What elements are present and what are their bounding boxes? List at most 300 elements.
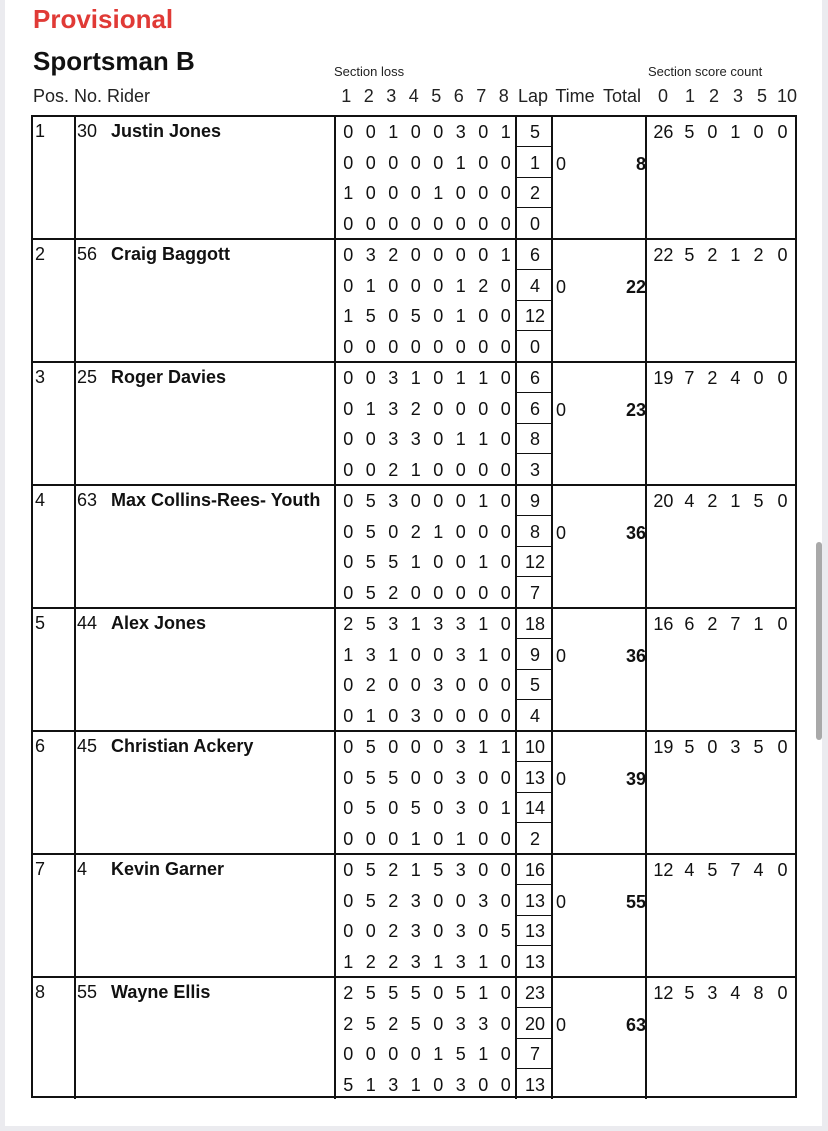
section-loss: 0 [478, 152, 489, 173]
score-count: 19 [653, 368, 674, 388]
lap-total: 23 [517, 978, 553, 1008]
section-loss: 0 [343, 275, 354, 296]
section-loss: 0 [410, 183, 421, 203]
lap-section-row [337, 1039, 517, 1069]
section-header: 3 [386, 86, 397, 106]
section-loss: 2 [365, 951, 376, 972]
section-loss: 0 [388, 275, 399, 296]
section-header: 1 [341, 86, 352, 106]
lap-total: 14 [517, 793, 553, 823]
rider-name: Justin Jones [111, 121, 222, 141]
section-loss: 2 [343, 983, 354, 1003]
section-loss: 0 [343, 675, 354, 695]
score-counts [649, 486, 795, 516]
section-loss: 0 [410, 336, 421, 357]
section-loss: 0 [455, 521, 466, 542]
section-loss: 0 [365, 921, 376, 941]
section-loss: 0 [388, 152, 399, 173]
total-header: Total [602, 86, 642, 106]
section-loss: 3 [388, 1074, 399, 1095]
section-loss: 0 [455, 552, 466, 572]
section-loss: 5 [410, 1013, 421, 1034]
section-loss: 0 [500, 828, 511, 849]
class-title: Sportsman B [33, 46, 195, 76]
score-value-header: 3 [732, 86, 743, 106]
rider-total: 36 [625, 523, 646, 543]
section-score-count-label: Section score count [648, 64, 763, 79]
lap-total: 9 [517, 640, 553, 670]
section-loss: 5 [410, 798, 421, 818]
section-loss: 3 [455, 767, 466, 788]
section-loss: 3 [388, 491, 399, 511]
section-loss: 0 [365, 213, 376, 234]
lap-section-row [337, 578, 517, 608]
lap-section-row [337, 363, 517, 393]
section-loss: 0 [455, 705, 466, 726]
section-loss: 0 [388, 336, 399, 357]
score-count: 2 [753, 245, 764, 265]
lap-section-row [337, 701, 517, 731]
section-loss: 0 [500, 1044, 511, 1064]
section-loss: 0 [433, 983, 444, 1003]
section-loss: 0 [433, 737, 444, 757]
section-loss: 0 [343, 921, 354, 941]
section-header: 4 [408, 86, 419, 106]
section-loss: 1 [455, 828, 466, 849]
rider-total: 63 [625, 1015, 646, 1035]
section-loss: 1 [500, 245, 511, 265]
rider-number: 45 [77, 736, 98, 756]
rider-number: 4 [77, 859, 88, 879]
section-loss: 1 [433, 951, 444, 972]
lap-section-row [337, 640, 517, 670]
score-count: 4 [730, 368, 741, 388]
section-loss: 3 [455, 1074, 466, 1095]
section-loss: 0 [478, 675, 489, 695]
section-loss: 0 [500, 675, 511, 695]
section-loss: 0 [433, 1013, 444, 1034]
column-divider [74, 486, 76, 607]
score-count: 7 [730, 614, 741, 634]
section-loss: 1 [455, 275, 466, 296]
section-header: 8 [498, 86, 509, 106]
lap-total: 0 [529, 336, 540, 357]
section-loss: 0 [433, 152, 444, 173]
rider-block [33, 240, 795, 363]
score-counts [649, 978, 795, 1008]
section-loss: 1 [433, 1044, 444, 1064]
section-loss: 0 [365, 459, 376, 480]
section-loss: 0 [433, 798, 444, 818]
section-loss: 3 [410, 951, 421, 972]
score-count: 5 [684, 122, 695, 142]
section-loss: 5 [343, 1074, 354, 1095]
score-count: 5 [684, 983, 695, 1003]
lap-section-row [337, 424, 517, 454]
section-loss: 5 [365, 860, 376, 880]
section-loss: 0 [478, 860, 489, 880]
column-divider [334, 609, 336, 730]
section-loss: 5 [433, 860, 444, 880]
section-header: 7 [476, 86, 487, 106]
column-divider [74, 855, 76, 976]
section-loss: 0 [365, 336, 376, 357]
score-count: 0 [777, 983, 788, 1003]
section-loss: 1 [433, 521, 444, 542]
score-count: 5 [753, 737, 764, 757]
lap-section-row [337, 1009, 517, 1039]
section-loss: 0 [365, 828, 376, 849]
results-table [31, 115, 797, 1098]
score-count: 0 [777, 860, 788, 880]
score-count: 16 [653, 614, 674, 634]
column-divider [334, 732, 336, 853]
lap-section-row [337, 916, 517, 946]
section-loss: 1 [365, 275, 376, 296]
score-count: 0 [753, 122, 764, 142]
section-loss: 0 [343, 152, 354, 173]
section-loss: 5 [365, 798, 376, 818]
rider-total: 55 [625, 892, 646, 912]
rider-name: Kevin Garner [111, 859, 225, 879]
section-loss: 0 [410, 491, 421, 511]
section-loss: 1 [365, 398, 376, 419]
section-loss: 1 [343, 306, 354, 326]
rider-total: 36 [625, 646, 646, 666]
section-header: 2 [363, 86, 374, 106]
lap-total: 5 [517, 670, 553, 700]
section-loss: 0 [410, 582, 421, 603]
section-loss: 0 [343, 491, 354, 511]
lap-total: 2 [529, 828, 540, 849]
lap-total: 6 [517, 363, 553, 393]
section-loss: 1 [478, 491, 489, 511]
section-loss: 1 [478, 737, 489, 757]
lap-total: 20 [517, 1009, 553, 1039]
score-count: 0 [777, 614, 788, 634]
section-loss: 0 [500, 983, 511, 1003]
score-count: 2 [707, 368, 718, 388]
rider-number: 30 [77, 121, 98, 141]
section-loss: 0 [343, 860, 354, 880]
section-loss: 0 [478, 828, 489, 849]
section-loss: 0 [455, 213, 466, 234]
section-loss: 0 [343, 398, 354, 419]
section-loss: 0 [500, 429, 511, 449]
section-loss: 0 [433, 552, 444, 572]
score-counts [649, 117, 795, 147]
score-count: 2 [707, 491, 718, 511]
section-loss: 1 [478, 644, 489, 665]
lap-total: 18 [517, 609, 553, 639]
section-loss: 0 [343, 122, 354, 142]
lap-section-row [337, 394, 517, 424]
rider-total: 8 [635, 154, 646, 174]
lap-section-row [337, 855, 517, 885]
section-loss: 5 [365, 306, 376, 326]
bottom-margin [0, 1126, 828, 1131]
score-counts [649, 855, 795, 885]
rider-number: 56 [77, 244, 98, 264]
score-count: 7 [684, 368, 695, 388]
section-loss: 1 [343, 183, 354, 203]
score-counts [649, 609, 795, 639]
lap-total: 13 [524, 951, 546, 972]
section-loss: 2 [388, 921, 399, 941]
section-loss: 0 [410, 675, 421, 695]
section-loss: 3 [478, 1013, 489, 1034]
rider-block [33, 117, 795, 240]
rider-name: Christian Ackery [111, 736, 254, 756]
section-loss: 0 [433, 767, 444, 788]
section-loss: 0 [500, 552, 511, 572]
section-loss: 1 [410, 368, 421, 388]
section-loss-label: Section loss [334, 64, 405, 79]
section-loss: 0 [343, 582, 354, 603]
rider-time: 0 [556, 277, 567, 297]
lap-total: 7 [529, 582, 540, 603]
column-divider [74, 240, 76, 361]
lap-section-row [337, 148, 517, 178]
section-loss: 2 [478, 275, 489, 296]
section-loss: 0 [410, 213, 421, 234]
lap-section-row [337, 117, 517, 147]
section-loss: 5 [410, 306, 421, 326]
section-loss: 0 [433, 336, 444, 357]
section-loss: 0 [433, 890, 444, 911]
section-loss: 0 [455, 336, 466, 357]
section-loss: 0 [455, 675, 466, 695]
column-divider [74, 978, 76, 1099]
section-loss: 0 [388, 1044, 399, 1064]
section-loss: 2 [388, 459, 399, 480]
lap-section-row [337, 240, 517, 270]
column-divider [334, 363, 336, 484]
column-divider [74, 363, 76, 484]
section-loss: 1 [455, 152, 466, 173]
lap-total: 0 [529, 213, 540, 234]
section-loss: 0 [500, 183, 511, 203]
section-loss: 1 [500, 737, 511, 757]
section-loss: 0 [410, 1044, 421, 1064]
section-loss: 2 [365, 675, 376, 695]
rider-block [33, 732, 795, 855]
score-count: 2 [707, 614, 718, 634]
section-loss: 0 [455, 890, 466, 911]
lap-total: 13 [517, 763, 553, 793]
lap-section-row [337, 517, 517, 547]
rider-number: 63 [77, 490, 98, 510]
section-loss: 3 [455, 614, 466, 634]
section-loss: 3 [455, 644, 466, 665]
section-loss: 0 [478, 582, 489, 603]
section-loss: 5 [365, 614, 376, 634]
section-loss: 1 [410, 614, 421, 634]
section-loss: 0 [433, 921, 444, 941]
score-value-header: 0 [657, 86, 668, 106]
score-count: 5 [684, 737, 695, 757]
vertical-scrollbar[interactable] [816, 542, 822, 740]
section-loss: 2 [343, 1013, 354, 1034]
section-loss: 1 [478, 1044, 489, 1064]
section-loss: 0 [433, 213, 444, 234]
lap-section-row [337, 1070, 517, 1100]
section-loss: 0 [410, 122, 421, 142]
section-loss: 1 [433, 183, 444, 203]
section-loss: 0 [433, 368, 444, 388]
section-loss: 0 [365, 122, 376, 142]
section-loss: 3 [455, 951, 466, 972]
section-loss: 2 [410, 398, 421, 419]
lap-section-row [337, 271, 517, 301]
score-count: 4 [684, 491, 695, 511]
column-divider [334, 240, 336, 361]
rider-block [33, 609, 795, 732]
section-loss: 3 [410, 890, 421, 911]
rider-total: 39 [625, 769, 646, 789]
section-loss: 0 [343, 798, 354, 818]
section-loss: 0 [478, 921, 489, 941]
section-loss: 1 [478, 983, 489, 1003]
section-loss: 0 [478, 306, 489, 326]
rider-block [33, 978, 795, 1099]
section-loss: 0 [388, 521, 399, 542]
section-loss: 0 [343, 368, 354, 388]
section-loss: 0 [478, 705, 489, 726]
lap-section-row [337, 824, 517, 854]
rider-block [33, 486, 795, 609]
section-loss: 0 [478, 1074, 489, 1095]
score-count: 6 [684, 614, 695, 634]
section-loss: 3 [410, 921, 421, 941]
section-loss: 1 [410, 860, 421, 880]
section-loss: 0 [343, 828, 354, 849]
section-loss: 0 [343, 890, 354, 911]
score-count: 20 [653, 491, 674, 511]
section-loss: 3 [410, 429, 421, 449]
lap-total: 3 [529, 459, 540, 480]
rider-name: Wayne Ellis [111, 982, 211, 1002]
section-loss: 0 [343, 213, 354, 234]
section-loss: 1 [478, 951, 489, 972]
score-count: 0 [777, 245, 788, 265]
lap-total: 5 [517, 117, 553, 147]
score-counts [649, 363, 795, 393]
section-loss: 3 [478, 890, 489, 911]
rider-position: 7 [35, 859, 46, 879]
section-loss: 0 [478, 336, 489, 357]
section-loss: 0 [455, 398, 466, 419]
section-loss: 1 [365, 1074, 376, 1095]
score-count: 2 [707, 245, 718, 265]
section-loss: 3 [455, 122, 466, 142]
section-loss: 0 [433, 828, 444, 849]
section-header: 5 [431, 86, 442, 106]
rider-name: Max Collins-Rees- Youth [111, 490, 321, 510]
section-loss: 0 [343, 737, 354, 757]
section-loss: 5 [455, 1044, 466, 1064]
score-count: 0 [753, 368, 764, 388]
section-loss: 0 [478, 245, 489, 265]
section-loss: 1 [478, 368, 489, 388]
score-counts [649, 732, 795, 762]
section-loss: 5 [410, 983, 421, 1003]
section-loss: 3 [433, 675, 444, 695]
score-count: 1 [730, 491, 741, 511]
section-loss: 0 [500, 951, 511, 972]
lap-section-row [337, 178, 517, 208]
rider-time: 0 [556, 154, 567, 174]
section-loss: 0 [478, 122, 489, 142]
section-loss: 1 [343, 644, 354, 665]
lap-section-row [337, 547, 517, 577]
rider-position: 6 [35, 736, 46, 756]
section-loss: 5 [500, 921, 511, 941]
lap-section-row [337, 609, 517, 639]
rider-time: 0 [556, 523, 567, 543]
column-divider [334, 117, 336, 238]
section-loss: 3 [388, 368, 399, 388]
section-loss: 0 [388, 798, 399, 818]
section-loss: 0 [433, 644, 444, 665]
section-loss: 0 [500, 275, 511, 296]
rider-number: 44 [77, 613, 98, 633]
score-count: 1 [730, 122, 741, 142]
section-loss: 0 [410, 275, 421, 296]
section-loss: 2 [410, 521, 421, 542]
rider-time: 0 [556, 892, 567, 912]
status-label: Provisional [33, 4, 174, 34]
rider-total: 22 [625, 277, 646, 297]
score-count: 0 [777, 737, 788, 757]
section-loss: 0 [388, 306, 399, 326]
lap-section-row [337, 978, 517, 1008]
lap-total: 4 [529, 705, 540, 726]
section-loss: 5 [365, 737, 376, 757]
lap-total: 2 [517, 178, 553, 208]
section-loss: 0 [343, 429, 354, 449]
section-loss: 0 [343, 767, 354, 788]
lap-total: 8 [517, 424, 553, 454]
section-loss: 1 [343, 951, 354, 972]
section-loss: 3 [455, 860, 466, 880]
section-loss: 5 [455, 983, 466, 1003]
section-loss: 5 [365, 582, 376, 603]
section-loss: 0 [388, 675, 399, 695]
section-loss: 0 [500, 1013, 511, 1034]
section-loss: 2 [388, 951, 399, 972]
rider-position: 5 [35, 613, 46, 633]
score-count: 5 [684, 245, 695, 265]
section-loss: 0 [500, 459, 511, 480]
score-count: 0 [707, 122, 718, 142]
lap-total: 13 [517, 916, 553, 946]
lap-total: 10 [517, 732, 553, 762]
score-count: 4 [753, 860, 764, 880]
rider-name: Alex Jones [111, 613, 207, 633]
section-loss: 0 [410, 737, 421, 757]
score-count: 5 [753, 491, 764, 511]
section-loss: 3 [455, 921, 466, 941]
rider-position: 8 [35, 982, 46, 1002]
section-loss: 0 [433, 306, 444, 326]
section-loss: 0 [433, 122, 444, 142]
section-loss: 0 [365, 1044, 376, 1064]
rider-name: Craig Baggott [111, 244, 230, 264]
rider-position: 1 [35, 121, 46, 141]
lap-total: 6 [517, 394, 553, 424]
section-loss: 0 [500, 644, 511, 665]
